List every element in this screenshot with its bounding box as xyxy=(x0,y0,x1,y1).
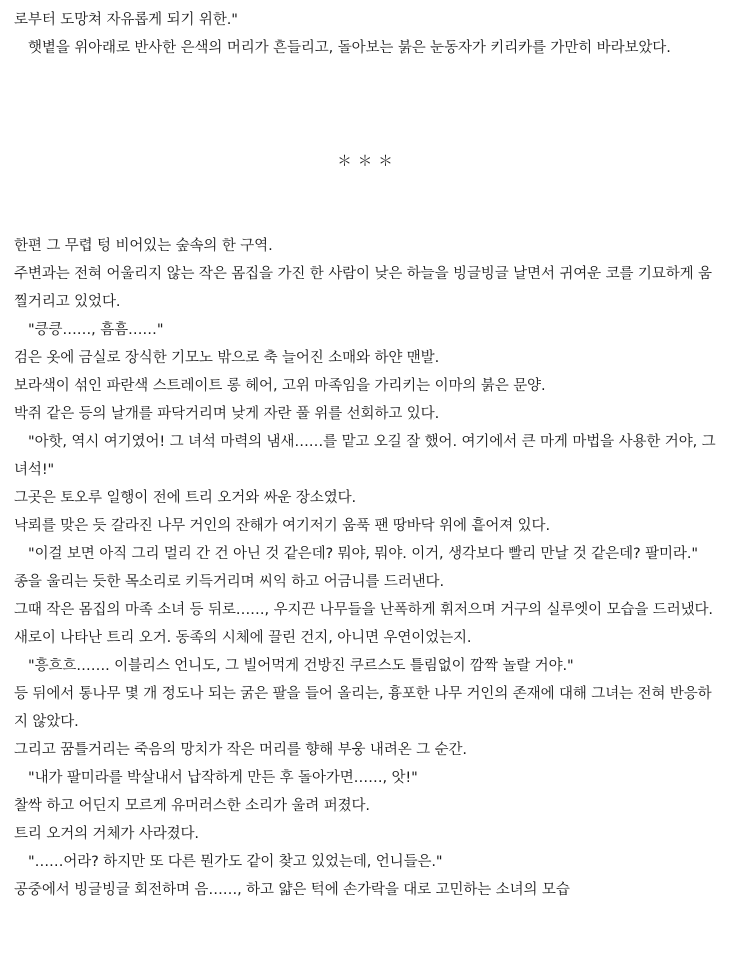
paragraph: 햇볕을 위아래로 반사한 은색의 머리가 흔들리고, 돌아보는 붉은 눈동자가 키리카를 가만히 바라보았다. xyxy=(28,40,671,56)
spacer xyxy=(14,62,722,84)
spacer xyxy=(14,176,722,232)
paragraph: 로부터 도망쳐 자유롭게 되기 위한." xyxy=(14,12,238,28)
paragraph: 그리고 꿈틀거리는 죽음의 망치가 작은 머리를 향해 부웅 내려온 그 순간. xyxy=(14,742,467,758)
scene-break: ＊＊＊ xyxy=(337,154,399,170)
paragraph: 등 뒤에서 통나무 몇 개 정도나 되는 굵은 팔을 들어 올리는, 흉포한 나무 거인의 존재에 대해 그녀는 전혀 반응하지 않았다. xyxy=(14,686,712,730)
paragraph: "흥흐흐……. 이블리스 언니도, 그 빌어먹게 건방진 쿠르스도 틀림없이 깜짝 놀랄 거야." xyxy=(28,658,574,674)
paragraph: "이걸 보면 아직 그리 멀리 간 건 아닌 것 같은데? 뭐야, 뭐야. 이거, 생각보다 빨리 만날 것 같은데? 팔미라." xyxy=(28,546,698,562)
paragraph: 검은 옷에 금실로 장식한 기모노 밖으로 축 늘어진 소매와 하얀 맨발. xyxy=(14,350,440,366)
paragraph: "……어라? 하지만 또 다른 뭔가도 같이 찾고 있었는데, 언니들은." xyxy=(28,854,443,870)
paragraph: 한편 그 무렵 텅 비어있는 숲속의 한 구역. xyxy=(14,238,273,254)
paragraph: 찰싹 하고 어딘지 모르게 유머러스한 소리가 울려 퍼졌다. xyxy=(14,798,370,814)
paragraph: 그때 작은 몸집의 마족 소녀 등 뒤로……, 우지끈 나무들을 난폭하게 휘저으며 거구의 실루엣이 모습을 드러냈다. xyxy=(14,602,713,618)
paragraph: "내가 팔미라를 박살내서 납작하게 만든 후 돌아가면……, 앗!" xyxy=(28,770,418,786)
paragraph: "킁킁……, 흠흠……" xyxy=(28,322,164,338)
paragraph: 그곳은 토오루 일행이 전에 트리 오거와 싸운 장소였다. xyxy=(14,490,357,506)
spacer xyxy=(14,84,722,148)
paragraph: 보라색이 섞인 파란색 스트레이트 롱 헤어, 고위 마족임을 가리키는 이마의 붉은 문양. xyxy=(14,378,546,394)
paragraph: 박쥐 같은 등의 날개를 파닥거리며 낮게 자란 풀 위를 선회하고 있다. xyxy=(14,406,440,422)
paragraph: "아핫, 역시 여기였어! 그 녀석 마력의 냄새……를 맡고 오길 잘 했어. 여기에서 큰 마게 마법을 사용한 거야, 그 녀석!" xyxy=(14,434,716,478)
paragraph: 낙뢰를 맞은 듯 갈라진 나무 거인의 잔해가 여기저기 움푹 팬 땅바닥 위에 흩어져 있다. xyxy=(14,518,550,534)
paragraph: 공중에서 빙글빙글 회전하며 음……, 하고 얇은 턱에 손가락을 대로 고민하는 소녀의 모습 xyxy=(14,882,570,898)
paragraph: 종을 울리는 듯한 목소리로 키득거리며 씨익 하고 어금니를 드러낸다. xyxy=(14,574,444,590)
paragraph: 트리 오거의 거체가 사라졌다. xyxy=(14,826,199,842)
paragraph: 새로이 나타난 트리 오거. 동족의 시체에 끌린 건지, 아니면 우연이었는지. xyxy=(14,630,472,646)
paragraph: 주변과는 전혀 어울리지 않는 작은 몸집을 가진 한 사람이 낮은 하늘을 빙글빙글 날면서 귀여운 코를 기묘하게 움찔거리고 있었다. xyxy=(14,266,712,310)
